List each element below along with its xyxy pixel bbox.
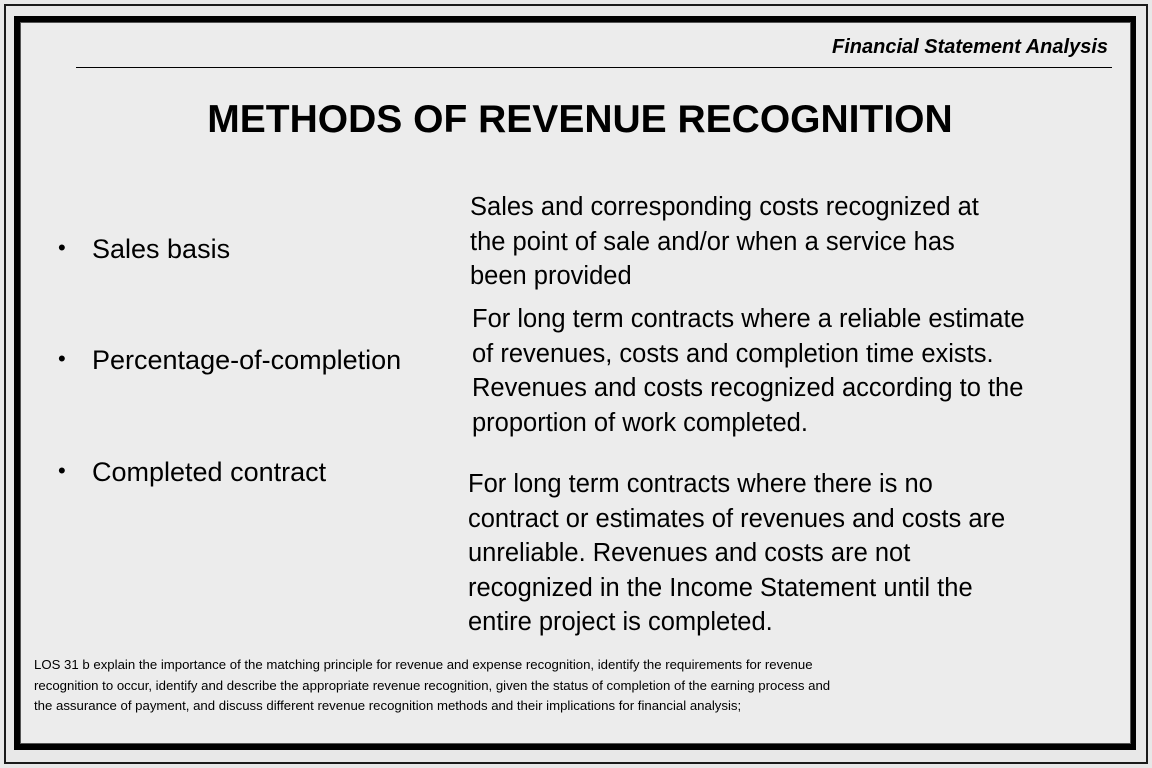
method-sales-basis-description [470, 190, 979, 294]
bullet-icon: • [58, 346, 66, 371]
los-line: recognition to occur, identify and describe the appropriate revenue recognition, given the status of completion of the earning process and [34, 677, 831, 693]
page-title: METHODS OF REVENUE RECOGNITION [207, 98, 953, 141]
los-line: LOS 31 b explain the importance of the matching principle for revenue and expense recognition, identify the requirements for revenue [34, 657, 813, 672]
description-line: Sales and corresponding costs recognized at [470, 193, 979, 221]
description-line: Revenues and costs recognized according to the [472, 374, 1024, 402]
method-percentage-of-completion-description [472, 302, 1025, 440]
course-title: Financial Statement Analysis [831, 36, 1108, 58]
description-line: of revenues, costs and completion time exists. [472, 339, 994, 368]
bullet-icon: • [58, 458, 66, 483]
method-percentage-of-completion [58, 345, 401, 376]
description-line: been provided [470, 262, 632, 290]
description-line: contract or estimates of revenues and costs are [468, 504, 1006, 533]
method-sales-basis [58, 234, 230, 265]
bullet-icon: • [58, 235, 66, 260]
description-line: recognized in the Income Statement until the [468, 573, 973, 602]
method-completed-contract-description [468, 467, 1005, 640]
description-line: For long term contracts where there is no [468, 470, 933, 498]
method-name: Percentage-of-completion [92, 345, 402, 375]
method-name: Sales basis [92, 234, 231, 264]
description-line: For long term contracts where a reliable estimate [472, 305, 1025, 333]
method-completed-contract [58, 457, 326, 488]
los-footnote [34, 655, 1074, 717]
description-line: entire project is completed. [468, 608, 773, 636]
method-name: Completed contract [92, 457, 327, 487]
description-line: proportion of work completed. [472, 408, 808, 437]
header-divider [76, 67, 1112, 68]
los-line: the assurance of payment, and discuss different revenue recognition methods and their implications for financial analysis; [34, 698, 742, 713]
description-line: the point of sale and/or when a service has [470, 227, 955, 256]
description-line: unreliable. Revenues and costs are not [468, 539, 911, 567]
